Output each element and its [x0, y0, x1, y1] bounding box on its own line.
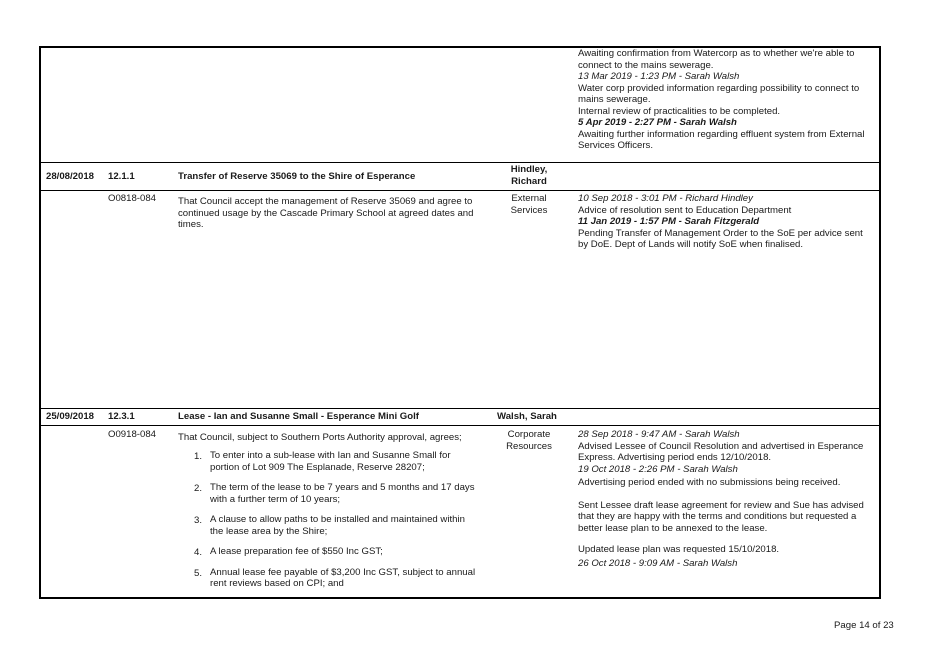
list-line: the lease area by the Shire;: [210, 525, 328, 537]
note-line: Sent Lessee draft lease agreement for review and Sue has advised: [578, 499, 864, 511]
page-number: Page 14 of 23: [834, 620, 894, 631]
entry-officer: [497, 164, 561, 188]
list-item: [186, 482, 486, 505]
note-line: Water corp provided information regarding possibility to connect to: [578, 82, 860, 94]
resolution-number: O0918-084: [108, 429, 157, 440]
row-divider: [39, 162, 881, 163]
directorate-line: External: [511, 193, 547, 204]
directorate-line: Corporate: [507, 429, 551, 440]
entry2-notes: [578, 429, 864, 569]
entry-item-number: 12.1.1: [108, 171, 135, 182]
note-timestamp: 11 Jan 2019 - 1:57 PM - Sarah Fitzgerald: [578, 216, 760, 227]
note-timestamp: 13 Mar 2019 - 1:23 PM - Sarah Walsh: [578, 71, 740, 82]
top-section-notes: [578, 48, 865, 152]
resolution-line: That Council accept the management of Reserve 35069 and agree to: [178, 196, 473, 207]
note-timestamp: 19 Oct 2018 - 2:26 PM - Sarah Walsh: [578, 463, 738, 475]
list-number: 4.: [194, 547, 203, 558]
resolution-number: O0818-084: [108, 193, 157, 204]
list-item: [186, 546, 486, 558]
list-item: [186, 567, 486, 590]
entry-date: 28/08/2018: [46, 171, 95, 182]
list-line: The term of the lease to be 7 years and 5 months and 17 days: [210, 482, 475, 493]
entry-officer: Walsh, Sarah: [497, 411, 557, 422]
list-number: 1.: [194, 451, 203, 462]
entry-date: 25/09/2018: [46, 411, 95, 422]
note-line: Express. Advertising period ends 12/10/2018.: [578, 452, 772, 463]
note-line: Internal review of practicalities to be completed.: [578, 105, 781, 117]
note-line: Awaiting further information regarding effluent system from External: [578, 128, 865, 140]
note-line: better lease plan to be annexed to the lease.: [578, 522, 768, 534]
note-line: that they are happy with the terms and conditions but requested a: [578, 511, 857, 522]
table-border-left: [39, 46, 41, 599]
row-divider: [39, 190, 881, 191]
resolution-list: [186, 450, 486, 599]
note-timestamp: 28 Sep 2018 - 9:47 AM - Sarah Walsh: [578, 429, 740, 440]
note-line: Updated lease plan was requested 15/10/2018.: [578, 544, 780, 555]
note-line: mains sewerage.: [578, 94, 651, 105]
note-line: Advertising period ended with no submissions being received.: [578, 477, 841, 488]
note-line: Advice of resolution sent to Education Department: [578, 204, 792, 216]
note-line: connect to the mains sewerage.: [578, 59, 714, 71]
directorate-line: Services: [510, 205, 548, 216]
note-line: Pending Transfer of Management Order to the SoE per advice sent: [578, 227, 863, 239]
list-item: [186, 450, 486, 473]
resolution-intro: That Council, subject to Southern Ports Authority approval, agrees;: [178, 432, 462, 443]
note-timestamp: 10 Sep 2018 - 3:01 PM - Richard Hindley: [578, 193, 753, 204]
list-number: 2.: [194, 483, 203, 494]
note-timestamp: 26 Oct 2018 - 9:09 AM - Sarah Walsh: [578, 557, 738, 569]
officer-line: Hindley,: [510, 164, 548, 175]
entry-title: Transfer of Reserve 35069 to the Shire of Esperance: [178, 171, 416, 182]
note-line: Services Officers.: [578, 140, 653, 151]
note-line: by DoE. Dept of Lands will notify SoE when finalised.: [578, 239, 804, 250]
note-timestamp: 5 Apr 2019 - 2:27 PM - Sarah Walsh: [578, 117, 737, 128]
table-border-right: [879, 46, 881, 599]
entry1-notes: [578, 193, 863, 251]
row-divider: [39, 425, 881, 426]
list-line: To enter into a sub-lease with Ian and Susanne Small for: [210, 450, 451, 461]
list-item: [186, 514, 486, 537]
entry-title: Lease - Ian and Susanne Small - Esperance Mini Golf: [178, 411, 419, 422]
list-line: A clause to allow paths to be installed and maintained within: [210, 514, 465, 525]
resolution-line: times.: [178, 219, 204, 230]
directorate: [497, 429, 561, 453]
note-line: Advised Lessee of Council Resolution and advertised in Esperance: [578, 440, 864, 452]
list-line: rent reviews based on CPI; and: [210, 578, 344, 589]
list-number: 3.: [194, 515, 203, 526]
row-divider: [39, 408, 881, 409]
list-line: Annual lease fee payable of $3,200 Inc GST, subject to annual: [210, 566, 476, 578]
entry-item-number: 12.3.1: [108, 411, 135, 422]
list-line: A lease preparation fee of $550 Inc GST;: [210, 546, 383, 557]
list-number: 5.: [194, 567, 203, 579]
list-line: with a further term of 10 years;: [210, 493, 341, 505]
resolution-text: [178, 196, 473, 231]
directorate: [497, 193, 561, 217]
resolution-line: continued usage by the Cascade Primary School at agreed dates and: [178, 207, 474, 219]
list-line: portion of Lot 909 The Esplanade, Reserve 28207;: [210, 461, 425, 473]
officer-line: Richard: [511, 176, 547, 187]
directorate-line: Resources: [506, 441, 552, 452]
note-line: Awaiting confirmation from Watercorp as to whether we're able to: [578, 48, 855, 59]
